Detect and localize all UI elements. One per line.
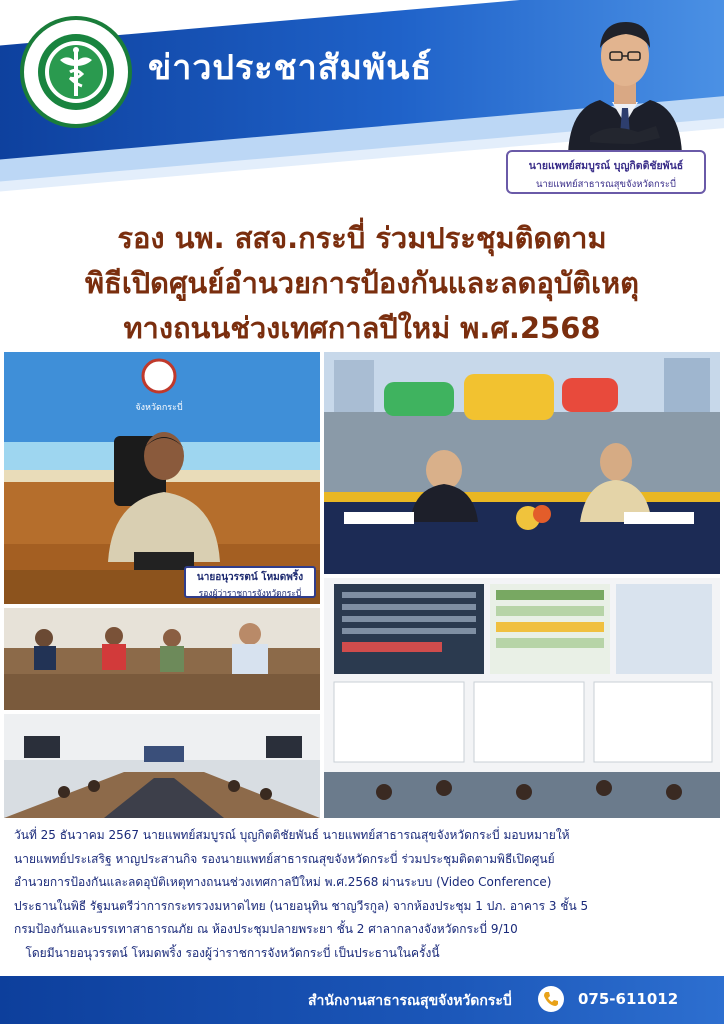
meeting-table-photo <box>4 608 320 710</box>
photo-boardroom <box>4 714 320 818</box>
page-title: ข่าวประชาสัมพันธ์ <box>148 48 433 88</box>
phone-icon <box>538 986 564 1012</box>
ministry-logo <box>20 16 132 128</box>
body-line-1: วันที่ 25 ธันวาคม 2567 นายแพทย์สมบูรณ์ บุญกิตติชัยพันธ์ นายแพทย์สาธารณสุขจังหวัดกระบี่ มอบหมายให้ <box>14 828 570 842</box>
body-line-2: นายแพทย์ประเสริฐ หาญประสานกิจ รองนายแพทย์สาธารณสุขจังหวัดกระบี่ ร่วมประชุมติดตามพิธีเปิดศูนย์ <box>14 851 555 866</box>
news-body <box>14 824 714 965</box>
body-line-5: กรมป้องกันและบรรเทาสาธารณภัย ณ ห้องประชุมปลายพระยา ชั้น 2 ศาลากลางจังหวัดกระบี่ 9/10 <box>14 922 518 936</box>
body-line-3: อำนวยการป้องกันและลดอุบัติเหตุทางถนนช่วงเทศกาลปีใหม่ พ.ศ.2568 ผ่านระบบ (Video Conference) <box>14 875 552 889</box>
photo-dashboard <box>324 578 720 818</box>
photo-collage <box>4 352 720 822</box>
headline <box>0 216 724 351</box>
ministry-seal-icon <box>24 20 128 124</box>
headline-line-1: รอง นพ. สสจ.กระบี่ ร่วมประชุมติดตาม <box>117 221 607 255</box>
official-portrait <box>560 4 690 154</box>
body-line-6: โดยมีนายอนุวรรตน์ โหมดพริ้ง รองผู้ว่าราชการจังหวัดกระบี่ เป็นประธานในครั้งนี้ <box>14 945 440 960</box>
body-line-4: ประธานในพิธี รัฐมนตรีว่าการกระทรวงมหาดไทย (นายอนุทิน ชาญวีรกูล) จากห้องประชุม 1 ปภ. อาคาร 3 ชั้น 5 <box>14 898 589 913</box>
office-name: สำนักงานสาธารณสุขจังหวัดกระบี่ <box>308 993 512 1009</box>
boardroom-photo <box>4 714 320 818</box>
official-name: นายแพทย์สมบูรณ์ บุญกิตติชัยพันธ์ <box>528 160 684 172</box>
photo-ceremony-screen <box>324 352 720 574</box>
headline-line-2: พิธีเปิดศูนย์อำนวยการป้องกันและลดอุบัติเหตุ <box>85 266 639 300</box>
caption-position: รองผู้ว่าราชการจังหวัดกระบี่ <box>198 589 302 599</box>
ceremony-screen-photo <box>324 352 720 574</box>
official-name-card <box>506 150 706 194</box>
phone-number: 075-611012 <box>578 990 679 1008</box>
caption-name: นายอนุวรรตน์ โหมดพริ้ง <box>196 572 304 583</box>
official-position: นายแพทย์สาธารณสุขจังหวัดกระบี่ <box>535 179 677 190</box>
dashboard-photo <box>324 578 720 818</box>
headline-line-3: ทางถนนช่วงเทศกาลปีใหม่ พ.ศ.2568 <box>123 311 601 345</box>
backdrop-label: จังหวัดกระบี่ <box>135 403 183 413</box>
page-footer <box>0 976 724 1024</box>
page-header <box>0 0 724 196</box>
photo-meeting-table <box>4 608 320 710</box>
vice-governor-caption <box>184 566 316 598</box>
